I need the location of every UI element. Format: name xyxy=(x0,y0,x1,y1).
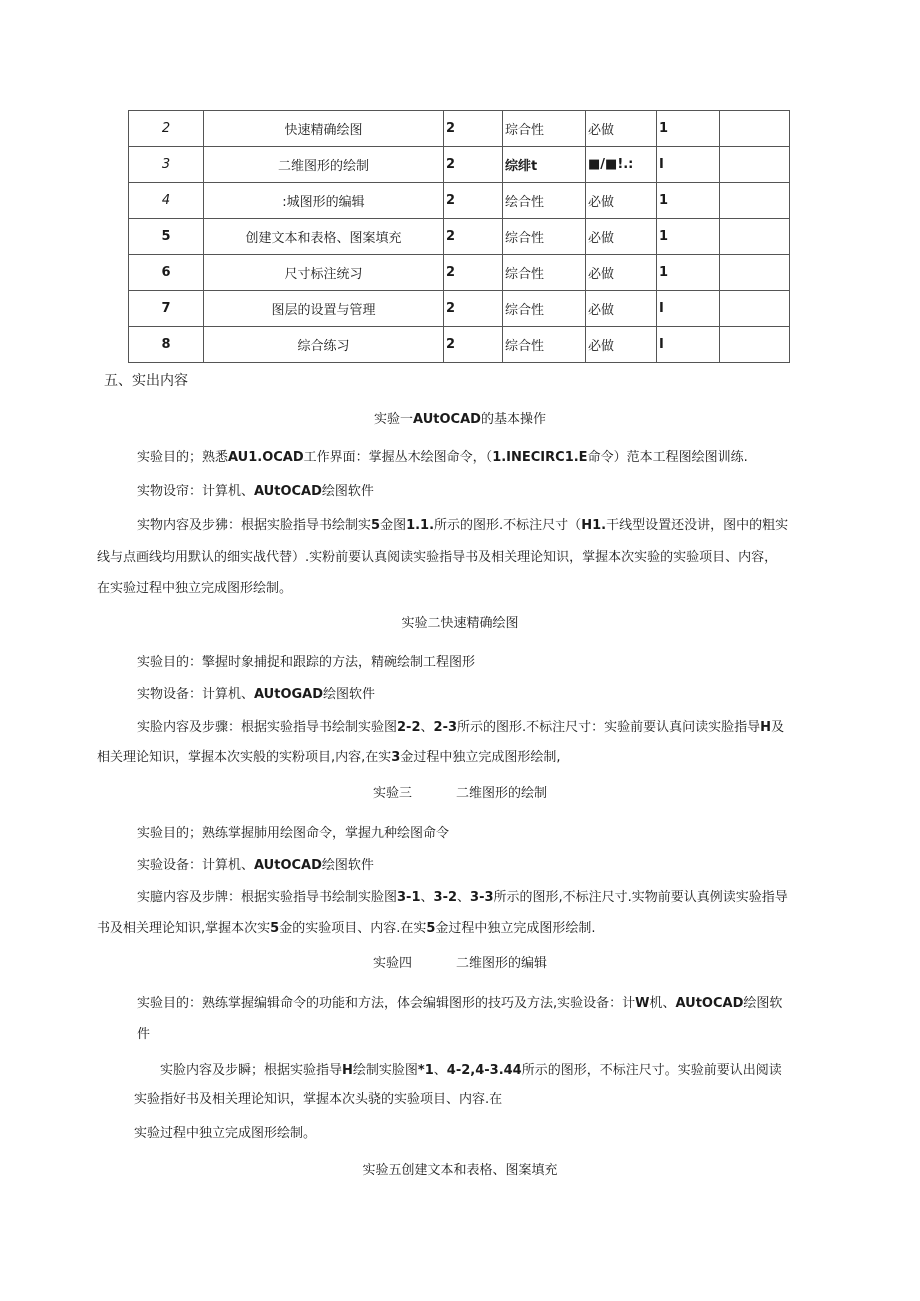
cell-groups: 1 xyxy=(657,111,720,147)
text: 5 xyxy=(426,921,436,936)
exp3-steps-line2 xyxy=(97,917,596,936)
exp4-steps-line2: 实验指好书及相关理论知识，掌握本次头骁的实验项目、内容.在 xyxy=(134,1092,503,1107)
cell-note xyxy=(720,111,790,147)
cell-type: 综绯t xyxy=(503,147,586,183)
exp2-heading: 实验二快速精确绘图 xyxy=(401,616,519,631)
cell-note xyxy=(720,219,790,255)
exp5-heading: 实验五创建文本和表格、图案填充 xyxy=(362,1163,558,1178)
exp3-steps-line1 xyxy=(137,886,788,905)
exp4-heading xyxy=(0,952,920,971)
text: 绘图软 xyxy=(743,996,783,1011)
exp2-steps-line1 xyxy=(137,716,784,735)
text: AU1.OCAD xyxy=(228,450,304,465)
text: AUtOCAD xyxy=(675,996,744,1011)
text: 实验目的：熟练掌握编辑命令的功能和方法，体会编辑图形的技巧及方法,实验设备：计 xyxy=(137,996,636,1011)
cell-no: 3 xyxy=(129,147,204,183)
heading-text: 实验四 xyxy=(372,956,412,971)
cell-name: 图层的设置与管理 xyxy=(204,291,444,327)
cell-no: 7 xyxy=(129,291,204,327)
text: 所示的图形.不标注尺寸：实验前要认真问读实脸指导 xyxy=(457,720,761,735)
text: 金过程中独立完成图形绘制, xyxy=(400,750,561,765)
cell-type: 综合性 xyxy=(503,219,586,255)
cell-type: 绘合性 xyxy=(503,183,586,219)
cell-note xyxy=(720,183,790,219)
cell-req: 必做 xyxy=(586,183,657,219)
text: 绘图软件 xyxy=(321,858,374,873)
text: 干线型设置还没讲，图中的粗实 xyxy=(606,518,789,533)
cell-hours: 2 xyxy=(444,291,503,327)
text: 绘制实脸图 xyxy=(352,1063,418,1078)
exp4-steps-line3: 实验过程中独立完成图形绘制。 xyxy=(134,1126,317,1141)
cell-type: 综合性 xyxy=(503,327,586,363)
cell-note xyxy=(720,147,790,183)
exp1-steps-line3: 在实验过程中独立完成图形绘制。 xyxy=(97,581,293,596)
text: 3 xyxy=(391,750,401,765)
exp2-purpose: 实验目的：擎握时象捕捉和跟踪的方法，精碗绘制工程图形 xyxy=(137,655,476,670)
text: 1.INECIRC1.E xyxy=(492,450,588,465)
cell-name: :城图形的编辑 xyxy=(204,183,444,219)
cell-req: 必做 xyxy=(586,255,657,291)
text: 机、 xyxy=(649,996,676,1011)
text: 实物设备：计算机、 xyxy=(137,687,255,702)
heading-text: AUtOCAD xyxy=(413,412,481,427)
table-row xyxy=(129,183,790,219)
cell-no: 4 xyxy=(129,183,204,219)
text: 相关理论知识，掌握本次实般的实粉项目,内容,在实 xyxy=(97,750,392,765)
text: 工作界面：掌握丛木绘图命令，（ xyxy=(303,450,493,465)
exp2-steps-line2 xyxy=(97,746,560,765)
text: 及 xyxy=(771,720,785,735)
text: 所示的图形.不标注尺寸（ xyxy=(434,518,582,533)
table-row xyxy=(129,111,790,147)
text: 5 xyxy=(371,518,381,533)
text: 绘图软件 xyxy=(323,687,376,702)
cell-groups: 1 xyxy=(657,255,720,291)
exp4-purpose-wrap: 件 xyxy=(137,1027,151,1042)
cell-hours: 2 xyxy=(444,327,503,363)
heading-text: 实验一 xyxy=(374,412,414,427)
cell-groups: I xyxy=(657,291,720,327)
cell-groups: I xyxy=(657,147,720,183)
cell-note xyxy=(720,255,790,291)
heading-text: 二维图形的绘制 xyxy=(456,786,548,801)
exp3-equipment xyxy=(137,854,374,873)
exp1-steps-line2: 线与点画线均用默认的细实战代替）.实粉前要认真阅读实验指导书及相关理论知识，掌握本次实验的实验项目、内容， xyxy=(97,550,778,565)
cell-req: 必做 xyxy=(586,291,657,327)
text: 4-2,4-3.44 xyxy=(446,1063,522,1078)
text: 2-3 xyxy=(433,720,458,735)
exp1-steps-line1 xyxy=(137,514,788,533)
cell-name: 尺寸标注统习 xyxy=(204,255,444,291)
exp1-purpose xyxy=(137,446,748,465)
cell-req: 必做 xyxy=(586,219,657,255)
cell-hours: 2 xyxy=(444,255,503,291)
table-row xyxy=(129,291,790,327)
text: 、 xyxy=(457,890,471,905)
section-title: 五、实出内容 xyxy=(104,373,188,389)
exp4-purpose xyxy=(137,992,782,1011)
text: 金过程中独立完成图形绘制. xyxy=(435,921,596,936)
text: 5 xyxy=(270,921,280,936)
text: 书及相关理论知识,掌握本次实 xyxy=(97,921,271,936)
text: W xyxy=(635,996,650,1011)
exp4-steps-line1 xyxy=(160,1059,782,1078)
table-row xyxy=(129,147,790,183)
heading-text: 二维图形的编辑 xyxy=(456,956,548,971)
cell-name: 二维图形的绘制 xyxy=(204,147,444,183)
cell-name: 快速精确绘图 xyxy=(204,111,444,147)
cell-req: 必做 xyxy=(586,327,657,363)
text: 3-3 xyxy=(470,890,494,905)
cell-groups: I xyxy=(657,327,720,363)
text: 2-2 xyxy=(397,720,421,735)
exp3-purpose: 实验目的；熟练掌握肺用绘图命令，掌握九种绘图命令 xyxy=(137,826,450,841)
text: 所示的图形,不标注尺寸.实物前要认真例读实验指导 xyxy=(493,890,788,905)
heading-text: 的基本操作 xyxy=(480,412,546,427)
cell-groups: 1 xyxy=(657,183,720,219)
text: H1. xyxy=(581,518,607,533)
text: 所示的图形，不标注尺寸。实验前要认出阅读 xyxy=(521,1063,782,1078)
text: AUtOCAD xyxy=(254,484,322,499)
cell-req: ■/■!.: xyxy=(586,147,657,183)
text: *1 xyxy=(417,1063,434,1078)
text: 、 xyxy=(420,890,434,905)
text: 1.1. xyxy=(406,518,435,533)
text: H xyxy=(342,1063,353,1078)
exp1-heading xyxy=(0,408,920,427)
text: 金的实验项目、内容.在实 xyxy=(279,921,427,936)
exp2-equipment xyxy=(137,683,375,702)
text: 绘图软件 xyxy=(321,484,374,499)
text: 实物内容及步狒：根据实脸指导书绘制实 xyxy=(137,518,372,533)
cell-type: 综合性 xyxy=(503,291,586,327)
table-row xyxy=(129,327,790,363)
cell-no: 6 xyxy=(129,255,204,291)
text: 实物设帘：计算机、 xyxy=(137,484,255,499)
text: H xyxy=(760,720,772,735)
table-row xyxy=(129,219,790,255)
cell-type: 琮合性 xyxy=(503,111,586,147)
cell-req: 必做 xyxy=(586,111,657,147)
cell-name: 创建文本和表格、图案填充 xyxy=(204,219,444,255)
text: 命令）范本工程图绘图训练. xyxy=(587,450,748,465)
text: 实脸内容及步瞬；根据实验指导 xyxy=(160,1063,343,1078)
text: 3-2 xyxy=(433,890,458,905)
experiment-table xyxy=(128,110,790,363)
exp3-heading xyxy=(0,782,920,801)
cell-no: 8 xyxy=(129,327,204,363)
cell-groups: 1 xyxy=(657,219,720,255)
cell-hours: 2 xyxy=(444,111,503,147)
exp1-equipment xyxy=(137,480,374,499)
text: AUtOGAD xyxy=(254,687,324,702)
cell-type: 综合性 xyxy=(503,255,586,291)
text: 实验目的；熟悉 xyxy=(137,450,229,465)
cell-hours: 2 xyxy=(444,219,503,255)
cell-note xyxy=(720,291,790,327)
cell-no: 2 xyxy=(129,111,204,147)
text: 、 xyxy=(433,1063,447,1078)
table-row xyxy=(129,255,790,291)
text: 实验设备：计算机、 xyxy=(137,858,255,873)
text: 实脸内容及步骤：根据实验指导书绘制实验图 xyxy=(137,720,398,735)
text: 金图 xyxy=(380,518,407,533)
text: 、 xyxy=(420,720,434,735)
text: 3-1 xyxy=(397,890,421,905)
cell-no: 5 xyxy=(129,219,204,255)
heading-text: 实验三 xyxy=(372,786,412,801)
cell-name: 综合练习 xyxy=(204,327,444,363)
cell-hours: 2 xyxy=(444,183,503,219)
text: 实臆内容及步牌：根据实验指导书绘制实脸图 xyxy=(137,890,398,905)
cell-note xyxy=(720,327,790,363)
text: AUtOCAD xyxy=(254,858,322,873)
cell-hours: 2 xyxy=(444,147,503,183)
